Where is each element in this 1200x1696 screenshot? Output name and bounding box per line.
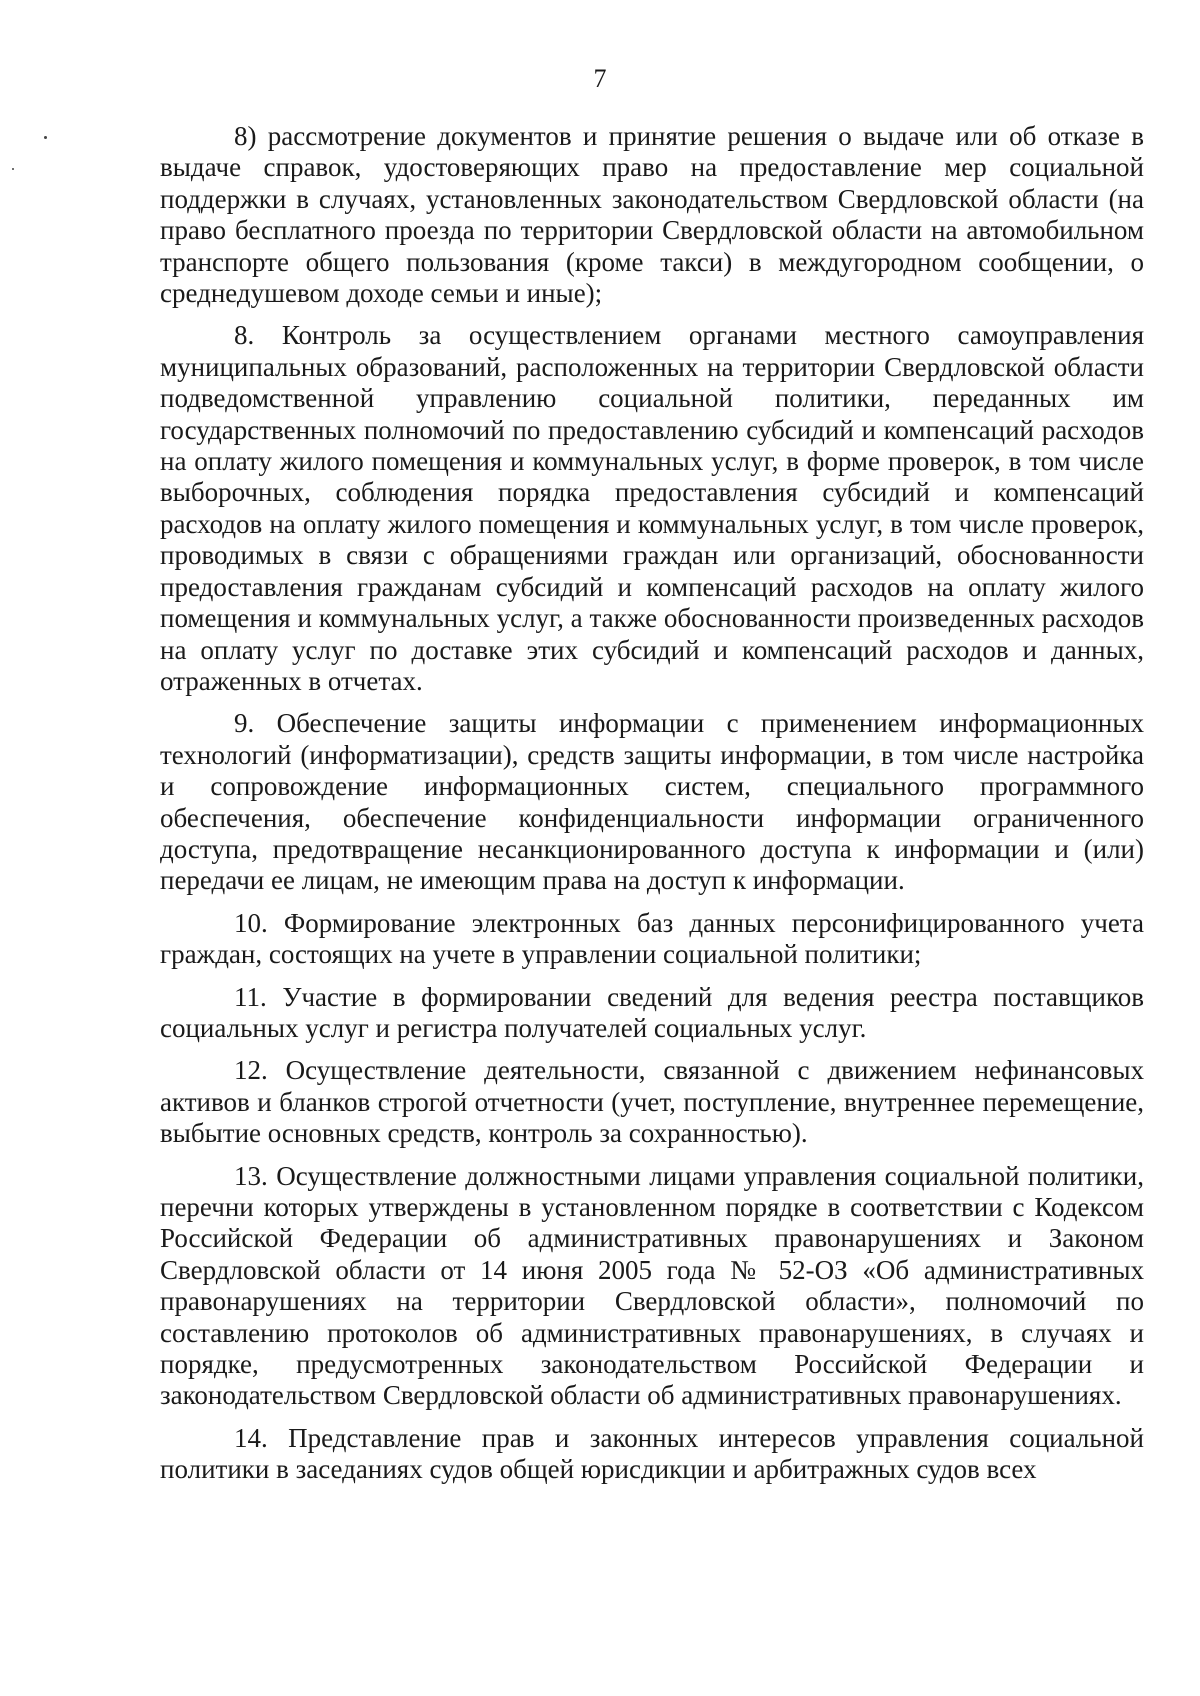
document-body [160,121,1144,1486]
paragraph-item-14: 14. Представление прав и законных интересов управления социальной политики в заседаниях судов общей юрисдикции и арбитражных судов всех [160,1422,1144,1485]
scan-speck [44,136,47,139]
paragraph-item-8: 8. Контроль за осуществлением органами местного самоуправления муниципальных образований, расположенных на территории Свердловской области подведомственной управлению социальной политики, переданных им государственных полномочий по предоставлению субсидий и компенсаций расходов на оплату жилого помещения и коммунальных услуг, в форме проверок, в том числе выборочных, соблюдения порядка предоставления субсидий и компенсаций расходов на оплату жилого помещения и коммунальных услуг, в том числе проверок, проводимых в связи с обращениями граждан или организаций, обоснованности предоставления гражданам субсидий и компенсаций расходов на оплату жилого помещения и коммунальных услуг, а также обоснованности произведенных расходов на оплату услуг по доставке этих субсидий и компенсаций расходов и данных, отраженных в отчетах. [160,320,1144,696]
paragraph-item-11: 11. Участие в формировании сведений для ведения реестра поставщиков социальных услуг и регистра получателей социальных услуг. [160,981,1144,1043]
paragraph-item-10: 10. Формирование электронных баз данных персонифицированного учета граждан, состоящих на учете в управлении социальной политики; [160,907,1144,970]
scan-speck [12,168,14,170]
paragraph-item-13: 13. Осуществление должностными лицами управления социальной политики, перечни которых утверждены в установленном порядке в соответствии с Кодексом Российской Федерации об административных правонарушениях и Законом Свердловской области от 14 июня 2005 года № 52-ОЗ «Об административных правонарушениях на территории Свердловской области», полномочий по составлению протоколов об административных правонарушениях, в случаях и порядке, предусмотренных законодательством Российской Федерации и законодательством Свердловской области об административных правонарушениях. [160,1160,1144,1411]
paragraph-item-9: 9. Обеспечение защиты информации с применением информационных технологий (информатизации), средств защиты информации, в том числе настройка и сопровождение информационных систем, специального программного обеспечения, обеспечение конфиденциальности информации ограниченного доступа, предотвращение несанкционированного доступа к информации и (или) передачи ее лицам, не имеющим права на доступ к информации. [160,708,1144,896]
page-number: 7 [593,64,607,93]
paragraph-item-12: 12. Осуществление деятельности, связанной с движением нефинансовых активов и бланков строгой отчетности (учет, поступление, внутреннее перемещение, выбытие основных средств, контроль за сохранностью). [160,1055,1144,1149]
paragraph-item-8-sub: 8) рассмотрение документов и принятие решения о выдаче или об отказе в выдаче справок, удостоверяющих право на предоставление мер социальной поддержки в случаях, установленных законодательством Свердловской области (на право бесплатного проезда по территории Свердловской области на автомобильном транспорте общего пользования (кроме такси) в междугородном сообщении, о среднедушевом доходе семьи и иные); [160,121,1144,309]
